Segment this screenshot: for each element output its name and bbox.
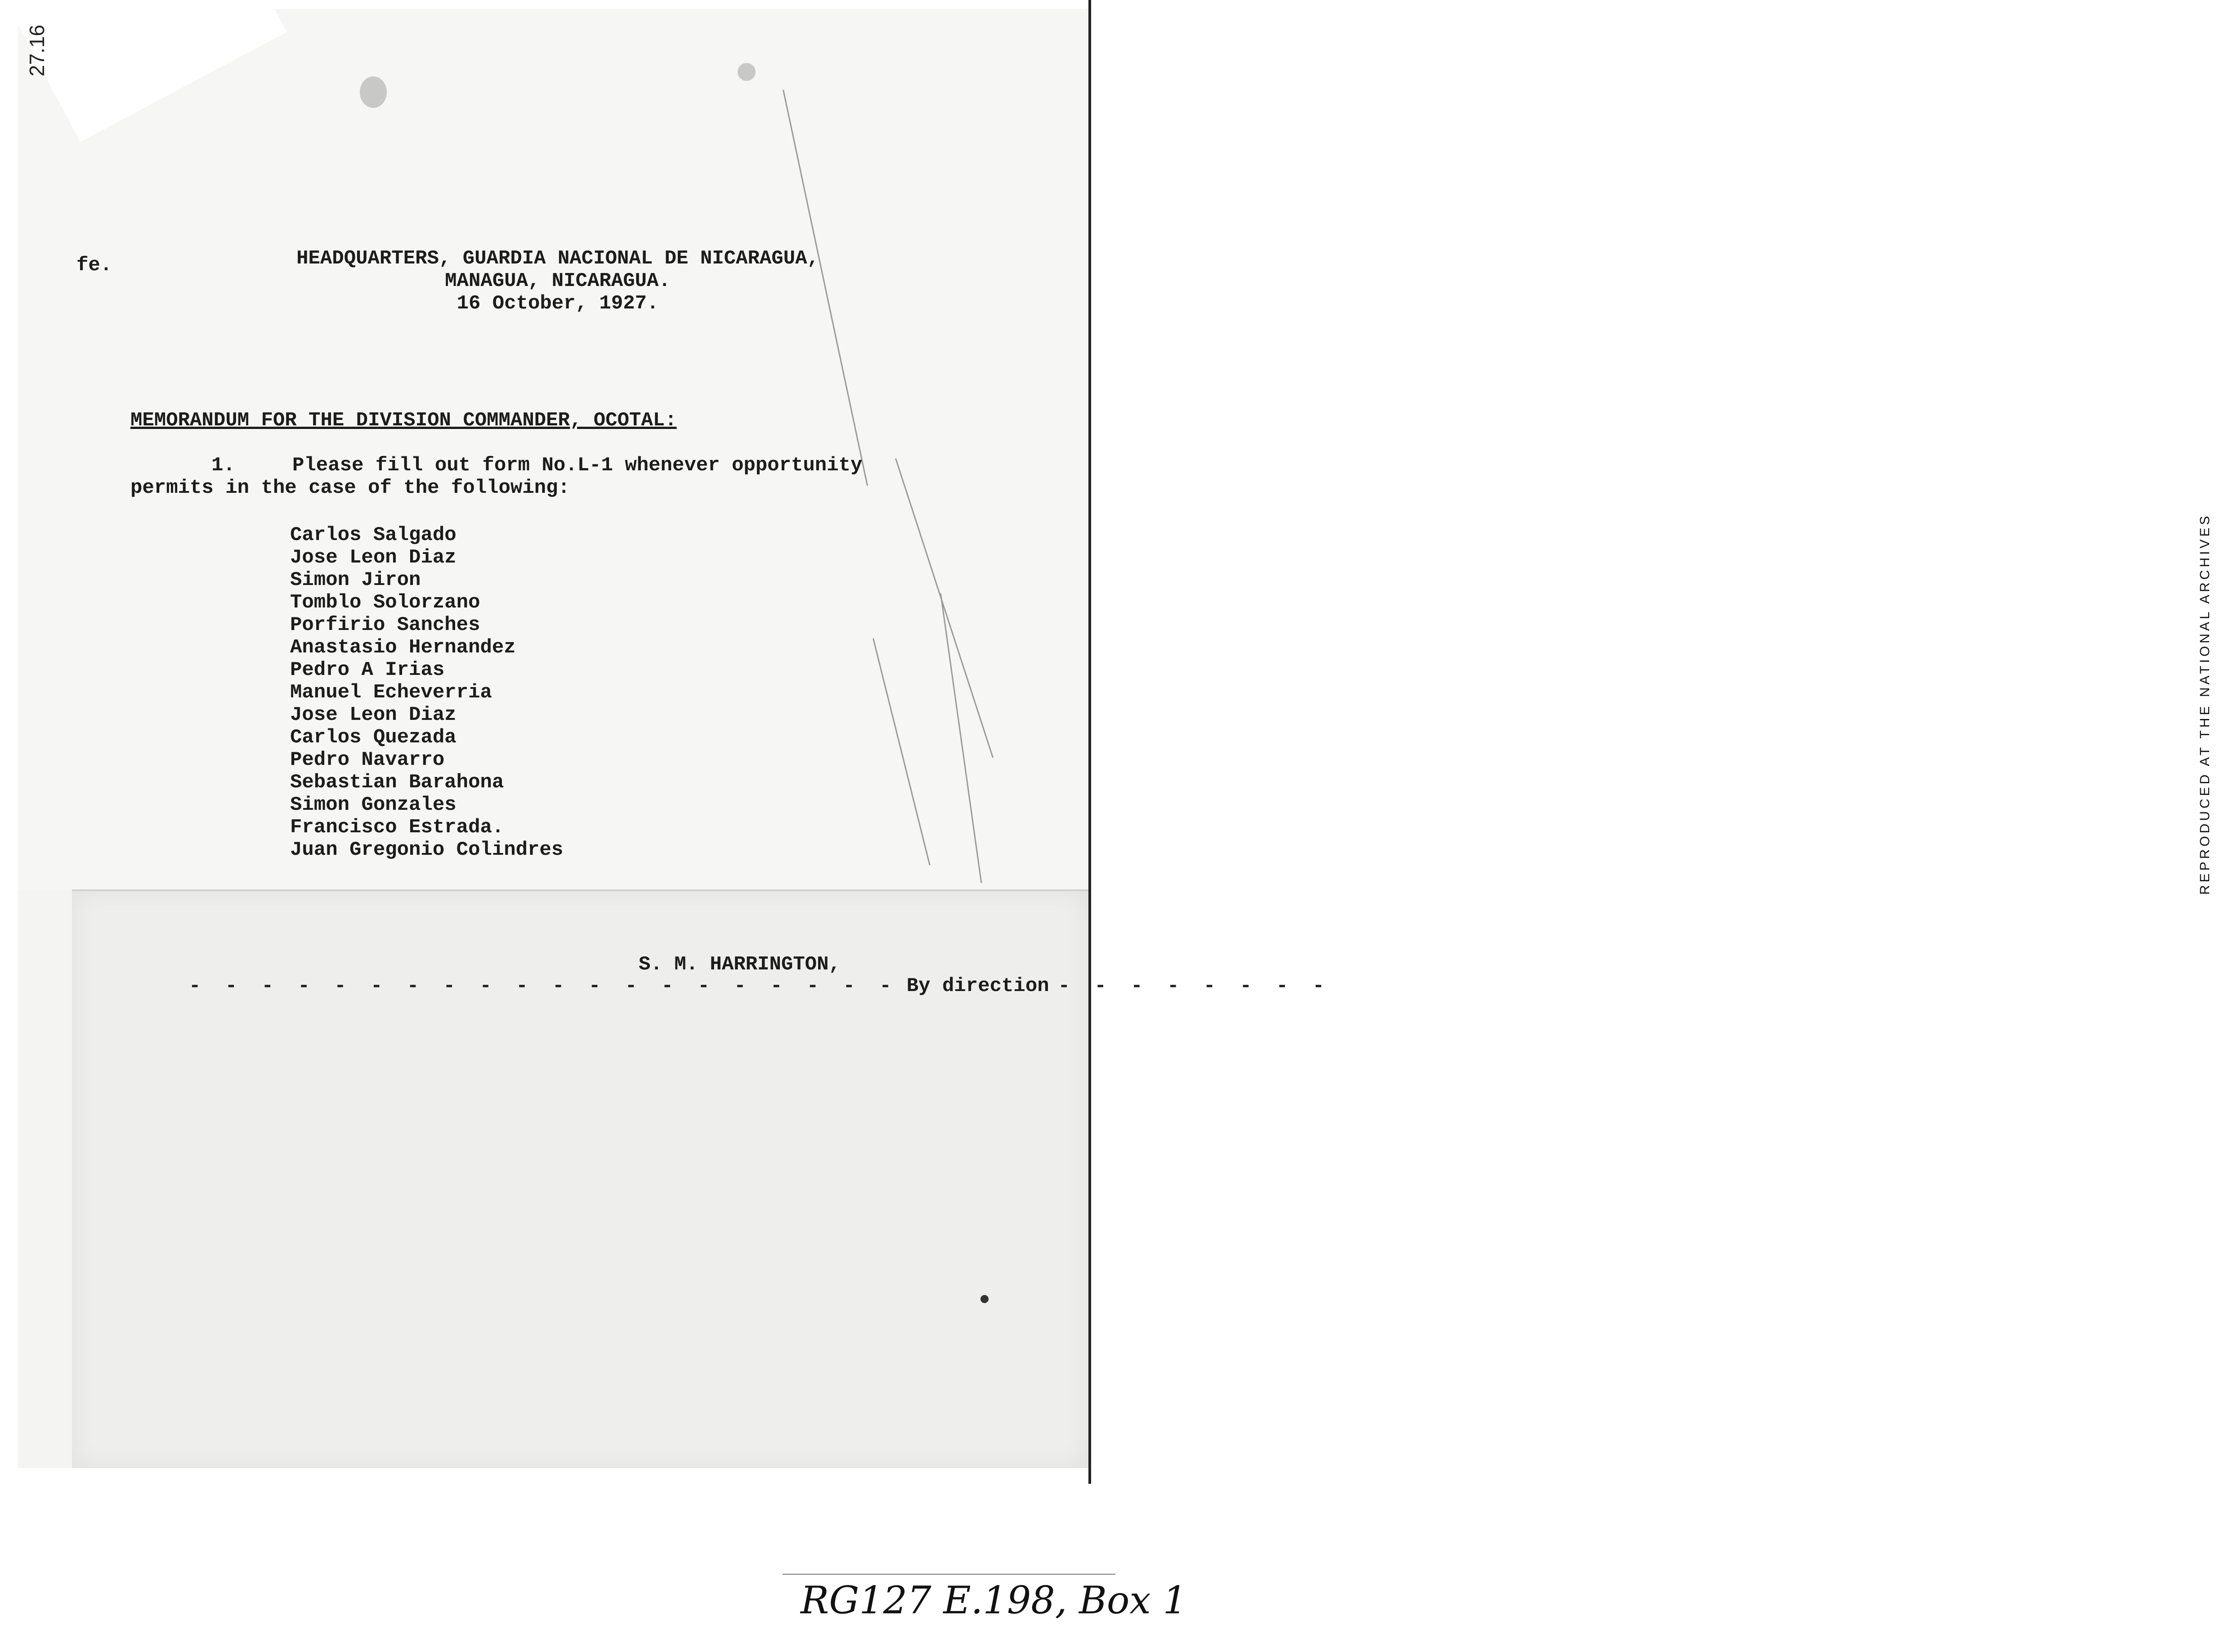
paragraph-1 (130, 454, 862, 499)
paragraph-line: permits in the case of the following: (130, 477, 570, 499)
list-item: Pedro A Irias (290, 659, 445, 681)
list-item: Francisco Estrada. (290, 816, 504, 839)
document-sheet (18, 9, 1331, 1468)
list-item: Juan Gregonio Colindres (290, 839, 564, 861)
list-item: Jose Leon Diaz (290, 704, 457, 726)
names-list (290, 524, 563, 861)
memo-title: MEMORANDUM FOR THE DIVISION COMMANDER, OCOTAL: (130, 409, 677, 432)
list-item: Anastasio Hernandez (290, 636, 516, 659)
list-item: Manuel Echeverria (290, 681, 492, 704)
bottom-rule (783, 1574, 1115, 1575)
list-item: Simon Gonzales (290, 794, 457, 816)
list-item: Pedro Navarro (290, 749, 445, 771)
signature-name: S. M. HARRINGTON, (639, 953, 841, 976)
handwritten-archive-note: RG127 E.198, Box 1 (801, 1578, 1187, 1622)
list-item: Carlos Salgado (290, 524, 457, 546)
letterhead-date: 16 October, 1927. (457, 292, 659, 315)
direction-line (189, 975, 1331, 997)
direction-text: By direction (906, 975, 1049, 997)
paragraph-number: 1. (211, 454, 235, 477)
filing-mark: fe. (76, 254, 112, 277)
dash-leader: - - - - - - - - - - - - - - - - - - - - (189, 975, 898, 997)
scan-right-margin (1088, 0, 2212, 1484)
paragraph-text: Please fill out form No.L-1 whenever opportunity (292, 454, 863, 477)
fold-line (72, 889, 1088, 891)
ink-spot (980, 1295, 989, 1303)
list-item: Tomblo Solorzano (290, 591, 480, 614)
paragraph-line (130, 454, 862, 477)
document-reference: 27.16 (25, 24, 49, 76)
letterhead-line: HEADQUARTERS, GUARDIA NACIONAL DE NICARAGUA, (296, 247, 819, 270)
list-item: Simon Jiron (290, 569, 421, 591)
list-item: Carlos Quezada (290, 726, 457, 749)
ink-spot (360, 76, 387, 108)
list-item: Sebastian Barahona (290, 771, 504, 794)
ink-spot (738, 63, 756, 81)
archive-stamp: REPRODUCED AT THE NATIONAL ARCHIVES (2198, 513, 2212, 895)
letterhead-line: MANAGUA, NICARAGUA. (445, 270, 671, 292)
letterhead (234, 247, 882, 315)
list-item: Porfirio Sanches (290, 614, 480, 636)
dash-trailer: - - - - - - - - (1058, 975, 1331, 997)
list-item: Jose Leon Diaz (290, 546, 457, 569)
